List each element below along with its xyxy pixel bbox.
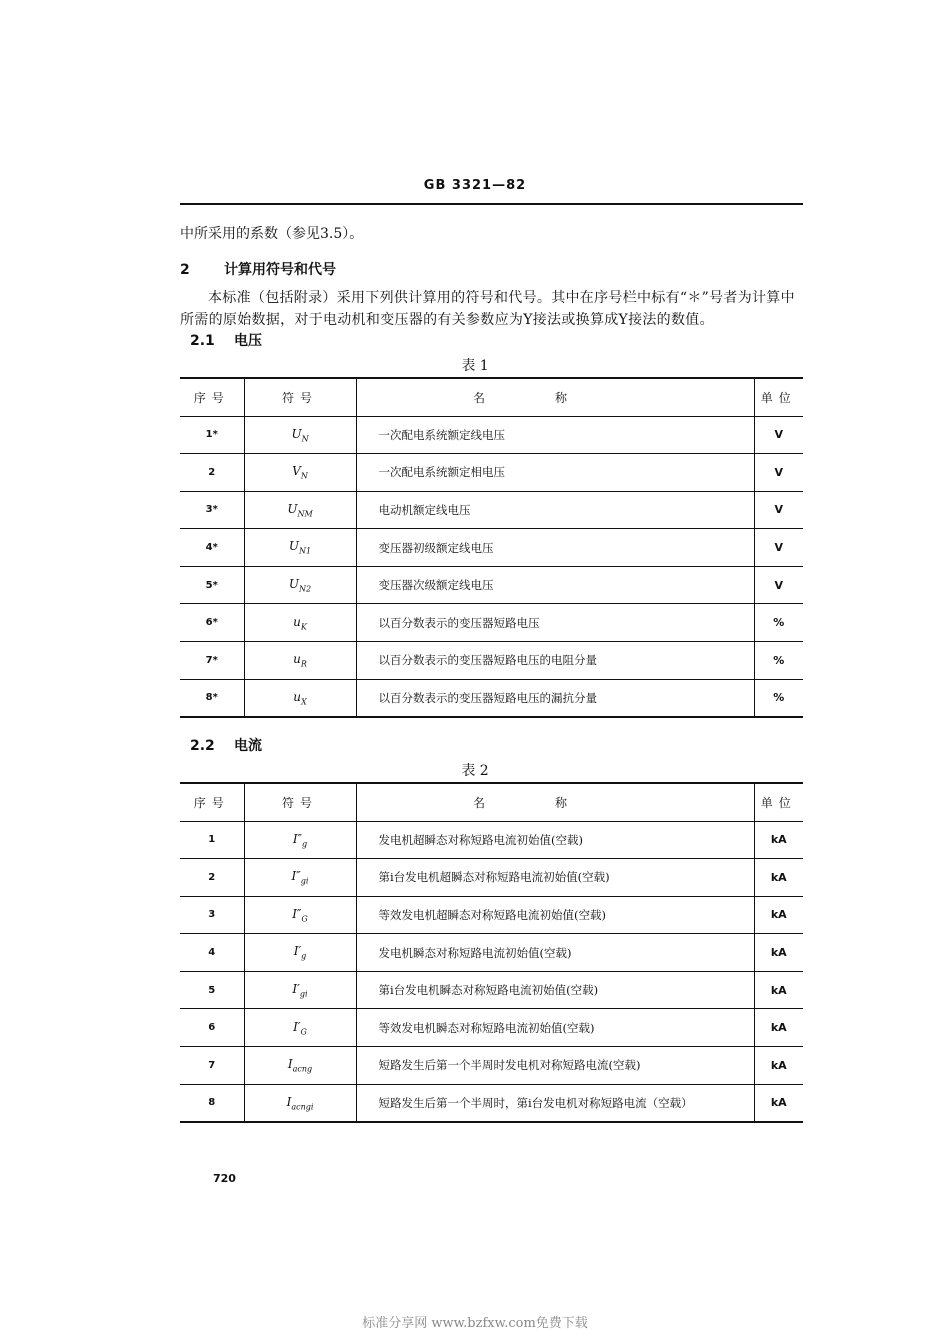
row-symbol (244, 1047, 356, 1085)
col-header-no: 序号 (180, 378, 244, 416)
row-symbol (244, 896, 356, 934)
symbol-subscript: X (301, 696, 307, 706)
col-header-symbol: 符号 (244, 783, 356, 821)
section-2-heading (180, 259, 336, 279)
row-symbol (244, 416, 356, 454)
row-number: 1* (180, 416, 244, 454)
row-name: 短路发生后第一个半周时发电机对称短路电流(空载) (356, 1047, 754, 1085)
table-header-row (180, 378, 803, 416)
row-number: 4* (180, 529, 244, 567)
row-number: 4 (180, 934, 244, 972)
row-name: 变压器初级额定线电压 (356, 529, 754, 567)
row-number: 6* (180, 604, 244, 642)
row-name: 等效发电机瞬态对称短路电流初始值(空载) (356, 1009, 754, 1047)
symbol-subscript: NM (297, 509, 313, 519)
symbol-subscript: N (300, 471, 308, 481)
symbol-subscript: g (302, 838, 308, 848)
row-unit: % (754, 642, 803, 680)
symbol-subscript: N2 (299, 584, 312, 594)
row-unit: kA (754, 934, 803, 972)
row-unit: kA (754, 1047, 803, 1085)
row-symbol (244, 491, 356, 529)
row-name: 以百分数表示的变压器短路电压的电阻分量 (356, 642, 754, 680)
row-symbol (244, 859, 356, 897)
table-row (180, 454, 803, 492)
symbol-subscript: acng (292, 1064, 313, 1074)
row-name: 发电机超瞬态对称短路电流初始值(空载) (356, 821, 754, 859)
row-unit: % (754, 679, 803, 717)
row-unit: V (754, 454, 803, 492)
table-row (180, 896, 803, 934)
symbol-main: I″ (292, 906, 302, 921)
row-unit: V (754, 491, 803, 529)
col-header-name: 名称 (356, 783, 754, 821)
symbol-subscript: R (300, 659, 307, 669)
table-1-voltage (180, 377, 803, 718)
row-symbol (244, 454, 356, 492)
row-number: 5 (180, 971, 244, 1009)
table-row (180, 529, 803, 567)
symbol-main: u (293, 689, 302, 704)
table-row (180, 821, 803, 859)
table-row (180, 679, 803, 717)
row-unit: kA (754, 971, 803, 1009)
row-unit: V (754, 566, 803, 604)
row-symbol (244, 971, 356, 1009)
table-row (180, 1009, 803, 1047)
col-header-symbol: 符号 (244, 378, 356, 416)
row-name: 一次配电系统额定线电压 (356, 416, 754, 454)
row-number: 5* (180, 566, 244, 604)
symbol-main: I (287, 1057, 293, 1072)
symbol-main: I′ (293, 944, 302, 959)
row-symbol (244, 642, 356, 680)
header-rule (180, 203, 803, 205)
symbol-main: I″ (291, 869, 301, 884)
section-2-paragraph-line1: 本标准（包括附录）采用下列供计算用的符号和代号。其中在序号栏中标有“＊”号者为计算中 (208, 290, 795, 306)
symbol-main: U (288, 576, 300, 591)
row-name: 发电机瞬态对称短路电流初始值(空载) (356, 934, 754, 972)
table-2-caption: 表 2 (461, 763, 489, 779)
section-2-title: 计算用符号和代号 (224, 262, 336, 278)
row-symbol (244, 529, 356, 567)
row-name: 电动机额定线电压 (356, 491, 754, 529)
row-number: 3 (180, 896, 244, 934)
symbol-subscript: K (300, 621, 307, 631)
row-symbol (244, 566, 356, 604)
row-name: 等效发电机超瞬态对称短路电流初始值(空载) (356, 896, 754, 934)
table-2-current (180, 782, 803, 1123)
subsection-2-2-title: 电流 (234, 738, 262, 754)
row-symbol (244, 679, 356, 717)
row-symbol (244, 934, 356, 972)
row-number: 3* (180, 491, 244, 529)
row-unit: kA (754, 859, 803, 897)
symbol-main: U (287, 501, 298, 516)
section-2-number: 2 (180, 262, 190, 278)
subsection-2-2-number: 2.2 (190, 738, 215, 754)
symbol-main: V (292, 464, 301, 479)
row-number: 7 (180, 1047, 244, 1085)
subsection-2-1-title: 电压 (234, 333, 262, 349)
table-header-row (180, 783, 803, 821)
standard-header: GB 3321—82 (423, 178, 527, 193)
row-number: 6 (180, 1009, 244, 1047)
row-number: 1 (180, 821, 244, 859)
row-symbol (244, 604, 356, 642)
page-number: 720 (213, 1172, 236, 1185)
subsection-2-1-number: 2.1 (190, 333, 215, 349)
symbol-main: I′ (293, 1019, 301, 1034)
col-header-name: 名称 (356, 378, 754, 416)
symbol-subscript: N1 (299, 546, 312, 556)
row-name: 第i台发电机瞬态对称短路电流初始值(空载) (356, 971, 754, 1009)
symbol-subscript: G (301, 914, 308, 924)
symbol-main: u (293, 652, 301, 667)
symbol-main: I (286, 1094, 292, 1109)
row-symbol (244, 821, 356, 859)
row-unit: kA (754, 821, 803, 859)
table-row (180, 566, 803, 604)
row-unit: % (754, 604, 803, 642)
symbol-main: I″ (292, 831, 303, 846)
table-row (180, 1047, 803, 1085)
symbol-subscript: N (301, 433, 309, 443)
table-row (180, 859, 803, 897)
row-number: 2 (180, 454, 244, 492)
table-row (180, 416, 803, 454)
row-symbol (244, 1084, 356, 1122)
row-unit: kA (754, 1009, 803, 1047)
symbol-subscript: g (301, 951, 307, 961)
row-symbol (244, 1009, 356, 1047)
row-name: 变压器次级额定线电压 (356, 566, 754, 604)
symbol-main: U (291, 426, 302, 441)
subsection-2-2-heading (190, 735, 262, 755)
symbol-subscript: gi (300, 876, 309, 886)
symbol-main: I′ (292, 981, 300, 996)
col-header-no: 序号 (180, 783, 244, 821)
row-number: 8 (180, 1084, 244, 1122)
row-unit: V (754, 416, 803, 454)
row-unit: kA (754, 1084, 803, 1122)
row-unit: V (754, 529, 803, 567)
table-row (180, 1084, 803, 1122)
col-header-unit: 单位 (754, 783, 803, 821)
row-number: 2 (180, 859, 244, 897)
intro-line: 中所采用的系数（参见3.5）。 (180, 226, 364, 242)
row-name: 一次配电系统额定相电压 (356, 454, 754, 492)
col-header-unit: 单位 (754, 378, 803, 416)
footer-watermark: 标准分享网 www.bzfxw.com免费下载 (362, 1316, 588, 1331)
symbol-main: U (288, 539, 300, 554)
symbol-subscript: gi (299, 989, 308, 999)
table-row (180, 491, 803, 529)
table-row (180, 604, 803, 642)
symbol-main: u (293, 614, 301, 629)
row-name: 短路发生后第一个半周时，第i台发电机对称短路电流（空载） (356, 1084, 754, 1122)
row-name: 第i台发电机超瞬态对称短路电流初始值(空载) (356, 859, 754, 897)
row-name: 以百分数表示的变压器短路电压的漏抗分量 (356, 679, 754, 717)
table-row (180, 934, 803, 972)
subsection-2-1-heading (190, 330, 262, 350)
symbol-subscript: acngi (291, 1101, 314, 1111)
table-row (180, 971, 803, 1009)
section-2-paragraph-line2: 所需的原始数据，对于电动机和变压器的有关参数应为Y接法或换算成Y接法的数值。 (180, 312, 714, 328)
row-number: 7* (180, 642, 244, 680)
table-row (180, 642, 803, 680)
row-number: 8* (180, 679, 244, 717)
symbol-subscript: G (300, 1026, 307, 1036)
row-unit: kA (754, 896, 803, 934)
row-name: 以百分数表示的变压器短路电压 (356, 604, 754, 642)
table-1-caption: 表 1 (461, 358, 489, 374)
